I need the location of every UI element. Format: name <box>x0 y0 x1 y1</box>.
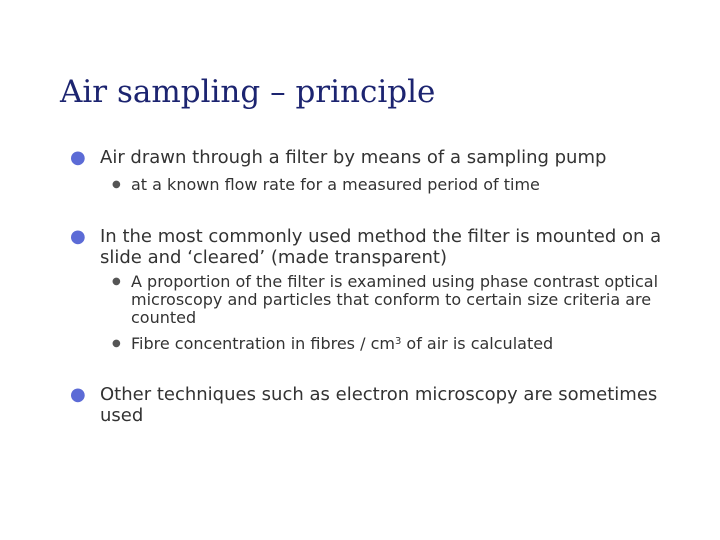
sub-bullet-text <box>131 335 672 353</box>
sub-bullet-text-end: of air is calculated <box>401 334 554 353</box>
sub-bullet-text: at a known flow rate for a measured period of time <box>131 175 540 194</box>
bullet-text: Other techniques such as electron microscopy are sometimes used <box>100 384 658 426</box>
bullet-item <box>70 226 680 268</box>
bullet-text: Air drawn through a filter by means of a sampling pump <box>100 147 607 168</box>
bullet-text: In the most commonly used method the filter is mounted on a slide and ‘cleared’ (made transparent) <box>100 226 662 268</box>
bullet-dot-icon: ● <box>70 384 86 405</box>
sub-bullet-text-start: Fibre concentration in fibres / cm <box>131 334 395 353</box>
sub-bullet-text: A proportion of the filter is examined using phase contrast optical microscopy and particles that conform to certain size criteria are counted <box>131 272 659 327</box>
bullet-dot-icon: ● <box>70 226 86 247</box>
sub-bullet-dot-icon: ● <box>112 179 121 190</box>
sub-bullet-dot-icon: ● <box>112 338 121 349</box>
bullet-dot-icon: ● <box>70 147 86 168</box>
slide-title: Air sampling – principle <box>60 74 436 110</box>
bullet-item <box>70 147 680 168</box>
sub-bullet-item <box>112 335 672 353</box>
sub-bullet-dot-icon: ● <box>112 276 121 287</box>
superscript: 3 <box>394 336 402 347</box>
sub-bullet-item <box>112 273 672 327</box>
bullet-item <box>70 384 680 426</box>
sub-bullet-item <box>112 176 672 194</box>
